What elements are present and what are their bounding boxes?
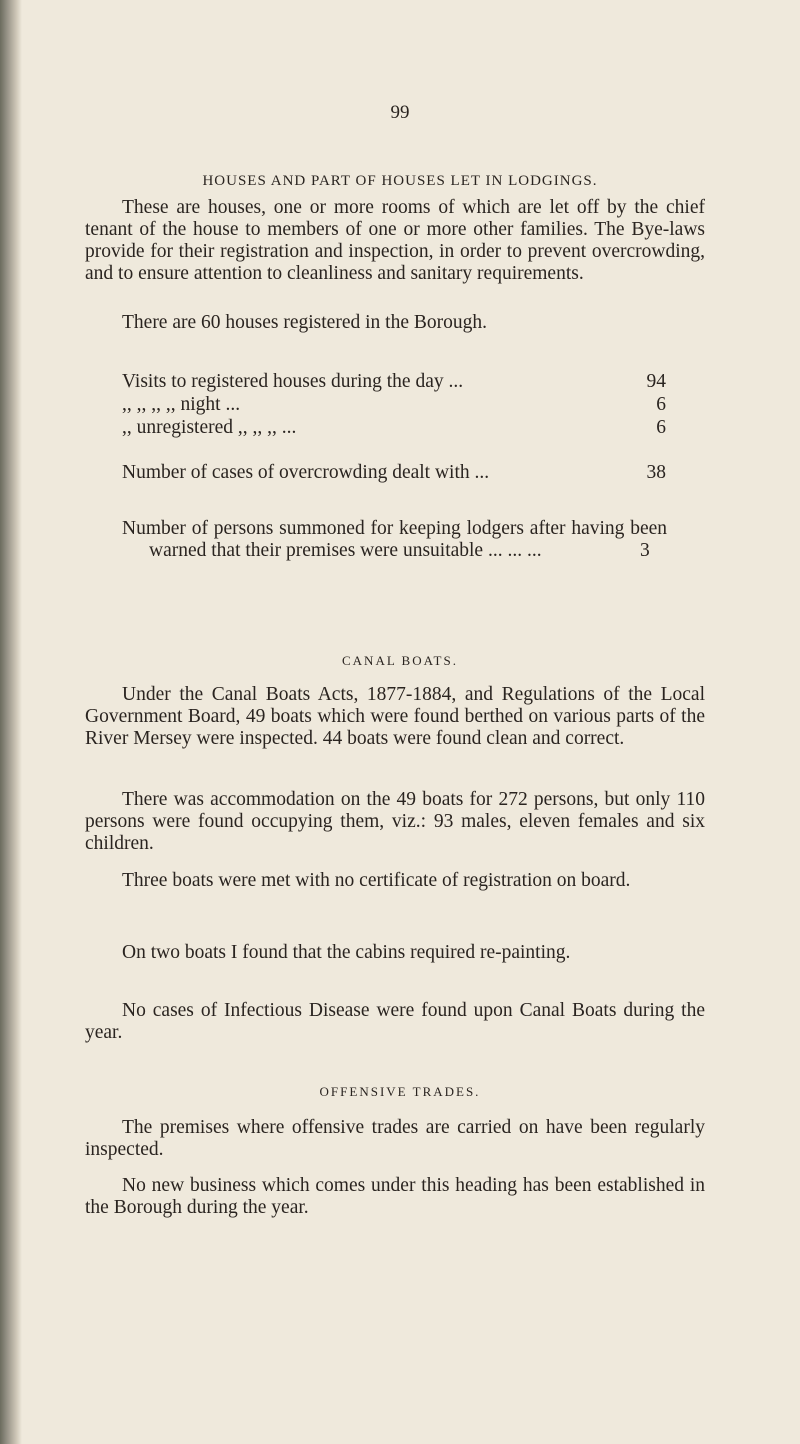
overcrowding-row (122, 462, 666, 484)
lodgings-paragraph-1: These are houses, one or more rooms of which are let off by the chief tenant of the house to members of one or more other families. The Bye-laws provide for their registration and inspection, in order to prevent overcrowding, and to ensure attention to cleanliness and sanitary requirements. (85, 197, 705, 284)
trades-paragraph-1: The premises where offensive trades are carried on have been regularly inspected. (85, 1117, 705, 1160)
section-heading-lodgings: HOUSES AND PART OF HOUSES LET IN LODGINGS. (202, 173, 598, 189)
row-value: 6 (656, 394, 666, 415)
section-heading-canal-boats: CANAL BOATS. (342, 653, 458, 668)
canal-paragraph-5: No cases of Infectious Disease were found upon Canal Boats during the year. (85, 1000, 705, 1043)
page-number: 99 (390, 102, 410, 123)
row-label: Visits to registered houses during the day ... (122, 371, 464, 392)
row-value: 94 (646, 371, 666, 392)
visits-unregistered-row (122, 417, 666, 439)
row-label: ,, ,, ,, ,, night ... (122, 394, 241, 415)
row-value: 6 (656, 417, 666, 438)
row-value: 38 (646, 462, 666, 483)
canal-paragraph-4: On two boats I found that the cabins required re-painting. (122, 942, 571, 963)
visits-day-row (122, 371, 666, 393)
canal-paragraph-1: Under the Canal Boats Acts, 1877-1884, and Regulations of the Local Government Board, 49 boats which were found berthed on various parts of the River Mersey were inspected. 44 boats were found clean and correct. (85, 684, 705, 749)
canal-paragraph-2: There was accommodation on the 49 boats for 272 persons, but only 110 persons were found occupying them, viz.: 93 males, eleven females and six children. (85, 789, 705, 854)
section-heading-offensive-trades: OFFENSIVE TRADES. (319, 1084, 481, 1099)
canal-paragraph-3: Three boats were met with no certificate of registration on board. (122, 870, 631, 891)
summoned-row (122, 518, 667, 562)
lodgings-paragraph-2: There are 60 houses registered in the Borough. (122, 312, 487, 333)
summoned-text: Number of persons summoned for keeping lodgers after having been warned that their premises were unsuitable ... ... ... 3 (122, 518, 667, 561)
trades-paragraph-2: No new business which comes under this heading has been established in the Borough during the year. (85, 1175, 705, 1218)
visits-night-row (122, 394, 666, 416)
row-label: Number of cases of overcrowding dealt with ... (122, 462, 490, 483)
row-label: ,, unregistered ,, ,, ,, ... (122, 417, 297, 438)
